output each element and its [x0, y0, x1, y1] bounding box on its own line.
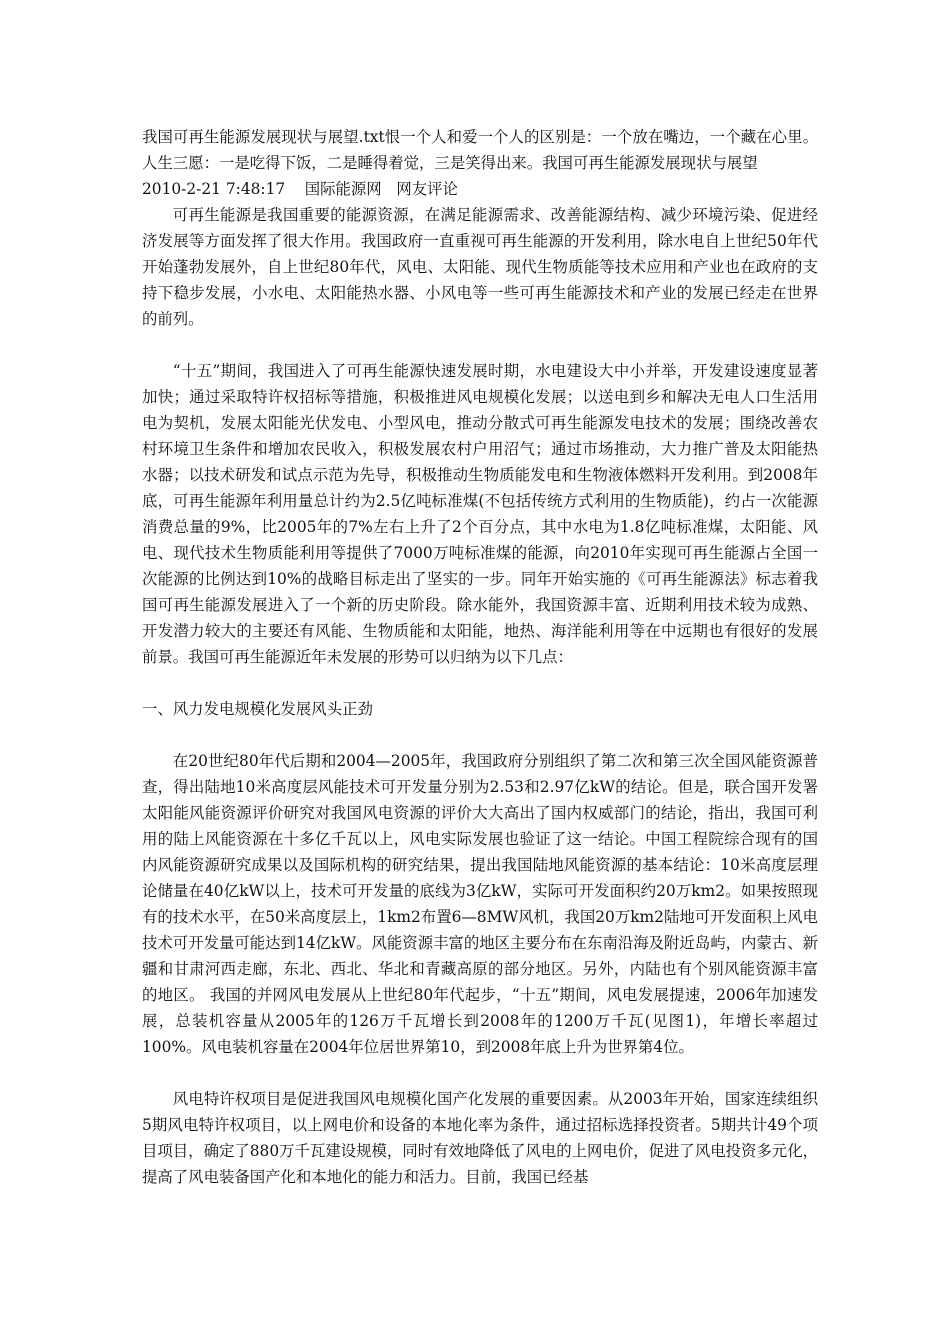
- paragraph-3: 在20世纪80年代后期和2004—2005年，我国政府分别组织了第二次和第三次全国风能资源普查，得出陆地10米高度层风能技术可开发量分别为2.53和2.97亿kW的结论。但是，联合国开发署太阳能风能资源评价研究对我国风电资源的评价大大高出了国内权威部门的结论，指出，我国可利用的陆上风能资源在十多亿千瓦以上，风电实际发展也验证了这一结论。中国工程院综合现有的国内风能资源研究成果以及国际机构的研究结果，提出我国陆地风能资源的基本结论：10米高度层理论储量在40亿kW以上，技术可开发量的底线为3亿kW，实际可开发面积约20万km2。如果按照现有的技术水平，在50米高度层上，1km2布置6—8MW风机，我国20万km2陆地可开发面积上风电技术可开发量可能达到14亿kW。风能资源丰富的地区主要分布在东南沿海及附近岛屿，内蒙古、新疆和甘肃河西走廊，东北、西北、华北和青藏高原的部分地区。另外，内陆也有个别风能资源丰富的地区。 我国的并网风电发展从上世纪80年代起步，“十五”期间，风电发展提速，2006年加速发展，总装机容量从2005年的126万千瓦增长到2008年的1200万千瓦(见图1)，年增长率超过100%。风电装机容量在2004年位居世界第10，到2008年底上升为世界第4位。: [142, 752, 818, 1056]
- document-meta-line: 2010-2-21 7:48:17 国际能源网 网友评论: [142, 180, 458, 198]
- paragraph-gap: [142, 670, 818, 696]
- paragraph-gap: [142, 332, 818, 358]
- document-page: [142, 124, 818, 1190]
- paragraph-4: 风电特许权项目是促进我国风电规模化国产化发展的重要因素。从2003年开始，国家连续组织5期风电特许权项目，以上网电价和设备的本地化率为条件，通过招标选择投资者。5期共计49个项目项目，确定了880万千瓦建设规模，同时有效地降低了风电的上网电价，促进了风电投资多元化，提高了风电装备国产化和本地化的能力和活力。目前，我国已经基: [142, 1090, 818, 1186]
- paragraph-gap: [142, 722, 818, 748]
- section-heading: 一、风力发电规模化发展风头正劲: [142, 700, 373, 718]
- paragraph-1: 可再生能源是我国重要的能源资源，在满足能源需求、改善能源结构、减少环境污染、促进经济发展等方面发挥了很大作用。我国政府一直重视可再生能源的开发利用，除水电自上世纪50年代开始蓬勃发展外，自上世纪80年代，风电、太阳能、现代生物质能等技术应用和产业也在政府的支持下稳步发展，小水电、太阳能热水器、小风电等一些可再生能源技术和产业的发展已经走在世界的前列。: [142, 206, 818, 328]
- document-intro: 我国可再生能源发展现状与展望.txt恨一个人和爱一个人的区别是：一个放在嘴边，一个藏在心里。人生三愿：一是吃得下饭，二是睡得着觉，三是笑得出来。我国可再生能源发展现状与展望: [142, 128, 818, 172]
- paragraph-2: “十五”期间，我国进入了可再生能源快速发展时期，水电建设大中小并举，开发建设速度显著加快；通过采取特许权招标等措施，积极推进风电规模化发展；以送电到乡和解决无电人口生活用电为契机，发展太阳能光伏发电、小型风电，推动分散式可再生能源发电技术的发展；围绕改善农村环境卫生条件和增加农民收入，积极发展农村户用沼气；通过市场推动，大力推广普及太阳能热水器；以技术研发和试点示范为先导，积极推动生物质能发电和生物液体燃料开发利用。到2008年底，可再生能源年利用量总计约为2.5亿吨标准煤(不包括传统方式利用的生物质能)，约占一次能源消费总量的9%，比2005年的7%左右上升了2个百分点，其中水电为1.8亿吨标准煤，太阳能、风电、现代技术生物质能利用等提供了7000万吨标准煤的能源，向2010年实现可再生能源占全国一次能源的比例达到10%的战略目标走出了坚实的一步。同年开始实施的《可再生能源法》标志着我国可再生能源发展进入了一个新的历史阶段。除水能外，我国资源丰富、近期利用技术较为成熟、开发潜力较大的主要还有风能、生物质能和太阳能，地热、海洋能利用等在中远期也有很好的发展前景。我国可再生能源近年未发展的形势可以归纳为以下几点：: [142, 362, 818, 666]
- paragraph-gap: [142, 1060, 818, 1086]
